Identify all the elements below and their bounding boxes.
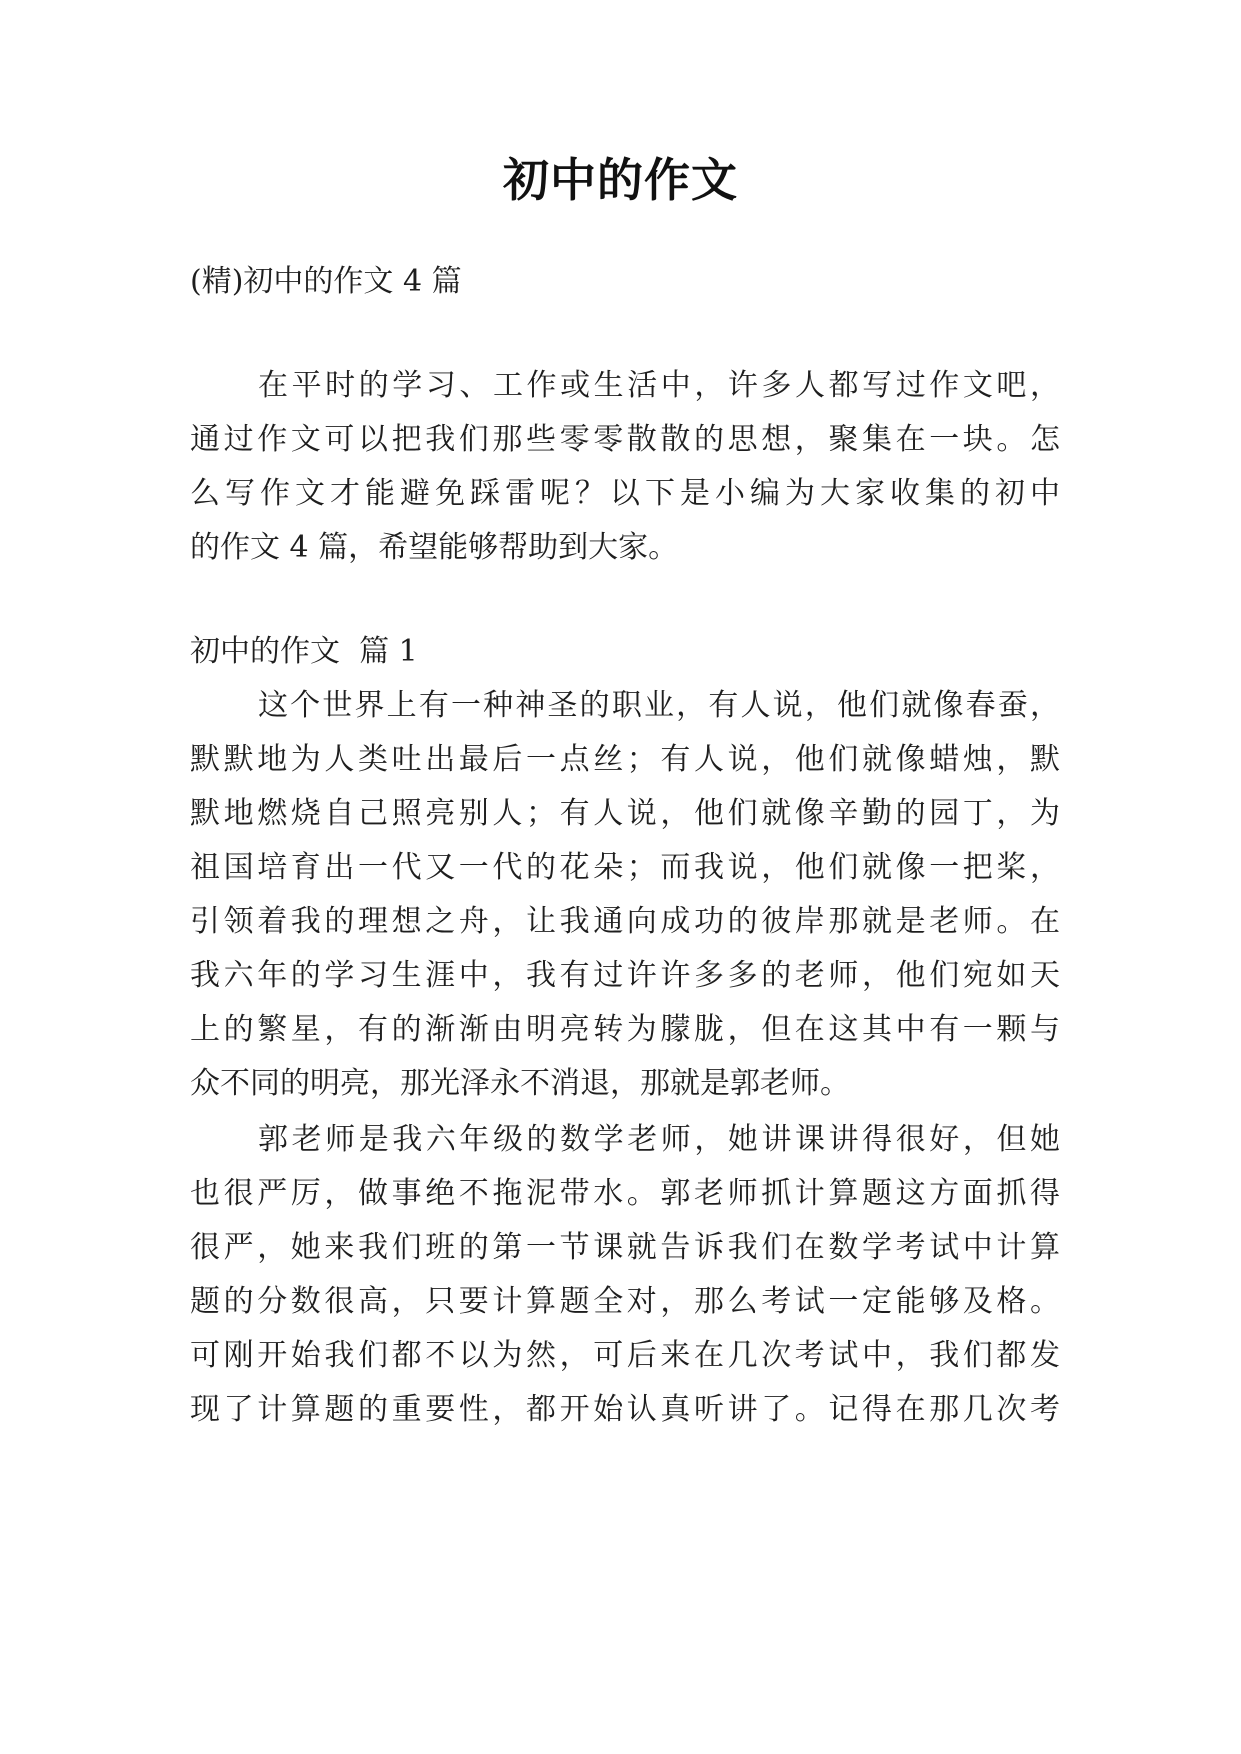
intro-line: 的作文 4 篇，希望能够帮助到大家。 <box>190 530 679 565</box>
para1-line: 众不同的明亮，那光泽永不消退，那就是郭老师。 <box>190 1066 850 1101</box>
para2-line: 郭老师是我六年级的数学老师，她讲课讲得很好，但她 <box>258 1122 1060 1157</box>
section-heading: 初中的作文 篇 1 <box>190 634 418 669</box>
para2-line: 很严，她来我们班的第一节课就告诉我们在数学考试中计算 <box>190 1230 1060 1265</box>
para1-line: 引领着我的理想之舟，让我通向成功的彼岸那就是老师。在 <box>190 904 1060 939</box>
para2-line: 可刚开始我们都不以为然，可后来在几次考试中，我们都发 <box>190 1338 1060 1373</box>
para2-line: 也很严厉，做事绝不拖泥带水。郭老师抓计算题这方面抓得 <box>190 1176 1060 1211</box>
para1-line: 默地燃烧自己照亮别人；有人说，他们就像辛勤的园丁，为 <box>190 796 1060 831</box>
intro-line: 在平时的学习、工作或生活中，许多人都写过作文吧， <box>258 368 1060 403</box>
para1-line: 祖国培育出一代又一代的花朵；而我说，他们就像一把桨， <box>190 850 1060 885</box>
para1-line: 默默地为人类吐出最后一点丝；有人说，他们就像蜡烛，默 <box>190 742 1060 777</box>
document-subtitle: (精)初中的作文 4 篇 <box>190 264 462 299</box>
intro-line: 通过作文可以把我们那些零零散散的思想，聚集在一块。怎 <box>190 422 1060 457</box>
para1-line: 这个世界上有一种神圣的职业，有人说，他们就像春蚕， <box>258 688 1060 723</box>
para1-line: 我六年的学习生涯中，我有过许许多多的老师，他们宛如天 <box>190 958 1060 993</box>
para2-line: 现了计算题的重要性，都开始认真听讲了。记得在那几次考 <box>190 1392 1060 1427</box>
para2-line: 题的分数很高，只要计算题全对，那么考试一定能够及格。 <box>190 1284 1060 1319</box>
para1-line: 上的繁星，有的渐渐由明亮转为朦胧，但在这其中有一颗与 <box>190 1012 1060 1047</box>
document-title: 初中的作文 <box>503 153 738 207</box>
intro-line: 么写作文才能避免踩雷呢？以下是小编为大家收集的初中 <box>190 476 1060 511</box>
